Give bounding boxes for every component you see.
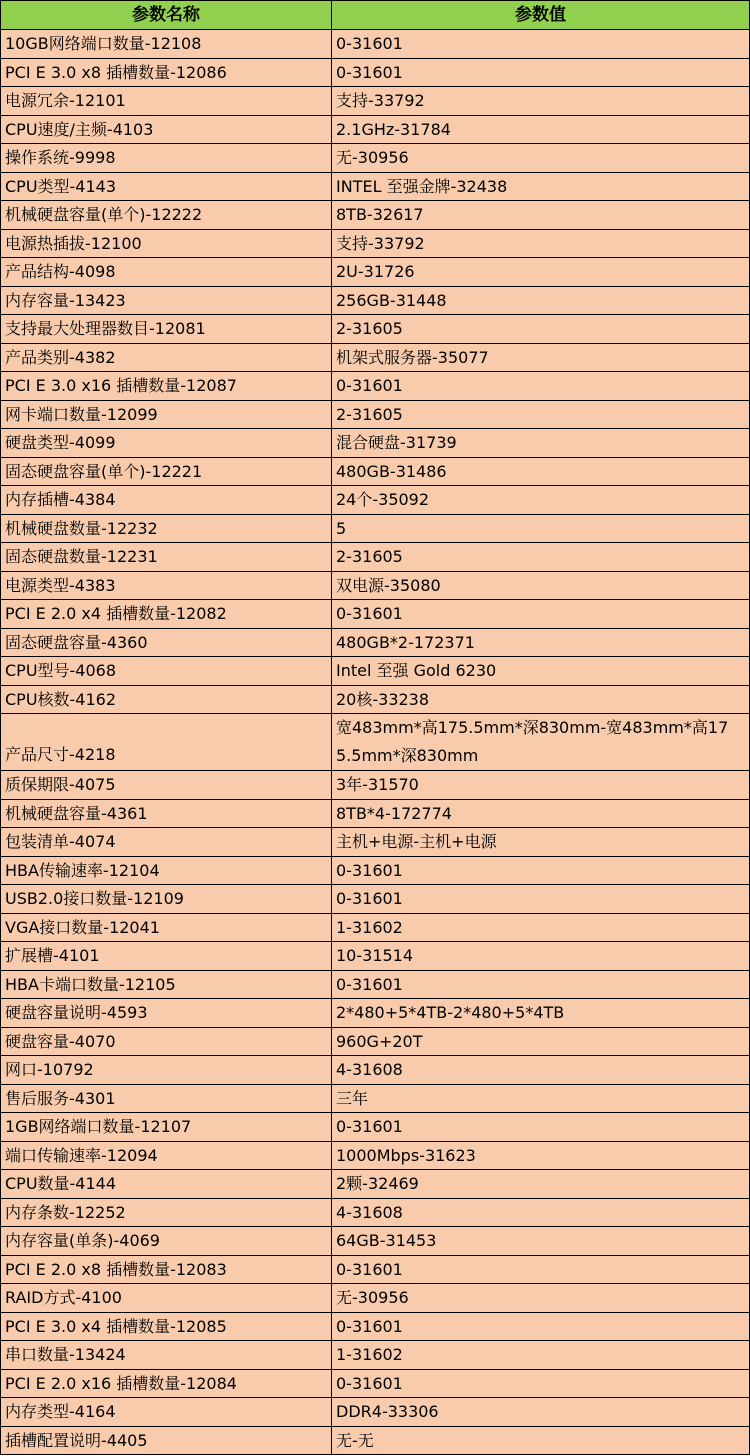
param-value-cell: 机架式服务器-35077 (332, 343, 750, 372)
param-name-cell: RAID方式-4100 (1, 1284, 332, 1313)
header-param-name: 参数名称 (1, 1, 332, 30)
param-value-cell: 960G+20T (332, 1027, 750, 1056)
table-row (1, 799, 750, 828)
param-name-cell: 电源冗余-12101 (1, 87, 332, 116)
table-row (1, 1398, 750, 1427)
table-row (1, 372, 750, 401)
param-value-cell: 无-30956 (332, 1284, 750, 1313)
param-name-cell: 网卡端口数量-12099 (1, 400, 332, 429)
param-value-cell: 0-31601 (332, 856, 750, 885)
param-value-cell: 0-31601 (332, 372, 750, 401)
param-name-cell: 内存条数-12252 (1, 1198, 332, 1227)
table-row (1, 1113, 750, 1142)
param-value-cell: 0-31601 (332, 58, 750, 87)
param-value-cell: Intel 至强 Gold 6230 (332, 657, 750, 686)
param-name-cell: 包装清单-4074 (1, 828, 332, 857)
param-value-cell: 双电源-35080 (332, 571, 750, 600)
table-row (1, 514, 750, 543)
param-value-cell: 支持-33792 (332, 229, 750, 258)
param-name-cell: 1GB网络端口数量-12107 (1, 1113, 332, 1142)
table-row (1, 856, 750, 885)
param-value-cell: 480GB*2-172371 (332, 628, 750, 657)
param-name-cell: CPU类型-4143 (1, 172, 332, 201)
param-name-cell: 硬盘类型-4099 (1, 429, 332, 458)
param-name-cell: 固态硬盘数量-12231 (1, 543, 332, 572)
param-name-cell: 固态硬盘容量(单个)-12221 (1, 457, 332, 486)
param-name-cell: 10GB网络端口数量-12108 (1, 30, 332, 59)
param-name-cell: CPU型号-4068 (1, 657, 332, 686)
param-value-cell: 混合硬盘-31739 (332, 429, 750, 458)
param-name-cell: 售后服务-4301 (1, 1084, 332, 1113)
param-value-cell: 256GB-31448 (332, 286, 750, 315)
table-row (1, 1084, 750, 1113)
table-row (1, 771, 750, 800)
param-name-cell: 内存插槽-4384 (1, 486, 332, 515)
table-row (1, 315, 750, 344)
param-value-cell: 无-无 (332, 1426, 750, 1455)
param-name-cell: 插槽配置说明-4405 (1, 1426, 332, 1455)
table-row (1, 144, 750, 173)
param-name-cell: 内存容量-13423 (1, 286, 332, 315)
param-name-cell: 机械硬盘数量-12232 (1, 514, 332, 543)
param-value-cell: 3年-31570 (332, 771, 750, 800)
param-name-cell: CPU速度/主频-4103 (1, 115, 332, 144)
param-value-cell: 宽483mm*高175.5mm*深830mm-宽483mm*高175.5mm*深830mm (332, 714, 750, 771)
table-row (1, 115, 750, 144)
param-value-cell: 2-31605 (332, 400, 750, 429)
param-value-cell: 0-31601 (332, 1113, 750, 1142)
table-row (1, 1341, 750, 1370)
table-row (1, 913, 750, 942)
table-row (1, 942, 750, 971)
table-row (1, 600, 750, 629)
param-value-cell: 1000Mbps-31623 (332, 1141, 750, 1170)
table-row (1, 1027, 750, 1056)
param-value-cell: 无-30956 (332, 144, 750, 173)
param-value-cell: 2-31605 (332, 315, 750, 344)
param-name-cell: 端口传输速率-12094 (1, 1141, 332, 1170)
param-value-cell: 20核-33238 (332, 685, 750, 714)
table-row (1, 571, 750, 600)
table-row (1, 58, 750, 87)
table-row (1, 1312, 750, 1341)
table-row (1, 1255, 750, 1284)
param-name-cell: 产品尺寸-4218 (1, 714, 332, 771)
param-value-cell: DDR4-33306 (332, 1398, 750, 1427)
param-value-cell: 主机+电源-主机+电源 (332, 828, 750, 857)
table-row (1, 30, 750, 59)
param-value-cell: 4-31608 (332, 1056, 750, 1085)
param-value-cell: 支持-33792 (332, 87, 750, 116)
table-row (1, 543, 750, 572)
param-value-cell: 10-31514 (332, 942, 750, 971)
param-name-cell: PCI E 3.0 x16 插槽数量-12087 (1, 372, 332, 401)
param-value-cell: 1-31602 (332, 1341, 750, 1370)
param-name-cell: VGA接口数量-12041 (1, 913, 332, 942)
param-value-cell: 64GB-31453 (332, 1227, 750, 1256)
param-name-cell: 机械硬盘容量(单个)-12222 (1, 201, 332, 230)
param-name-cell: 质保期限-4075 (1, 771, 332, 800)
table-row (1, 1369, 750, 1398)
table-row (1, 1198, 750, 1227)
table-row (1, 714, 750, 771)
param-value-cell: 4-31608 (332, 1198, 750, 1227)
table-row (1, 1141, 750, 1170)
param-value-cell: 2.1GHz-31784 (332, 115, 750, 144)
table-row (1, 286, 750, 315)
param-value-cell: 5 (332, 514, 750, 543)
param-name-cell: USB2.0接口数量-12109 (1, 885, 332, 914)
param-name-cell: PCI E 3.0 x4 插槽数量-12085 (1, 1312, 332, 1341)
param-value-cell: 0-31601 (332, 30, 750, 59)
table-row (1, 429, 750, 458)
table-row (1, 343, 750, 372)
param-value-cell: 0-31601 (332, 1255, 750, 1284)
table-row (1, 1284, 750, 1313)
param-name-cell: 产品结构-4098 (1, 258, 332, 287)
table-row (1, 172, 750, 201)
table-row (1, 1426, 750, 1455)
table-row (1, 628, 750, 657)
table-row (1, 685, 750, 714)
param-name-cell: HBA卡端口数量-12105 (1, 970, 332, 999)
param-value-cell: 2-31605 (332, 543, 750, 572)
table-row (1, 258, 750, 287)
param-value-cell: 24个-35092 (332, 486, 750, 515)
param-name-cell: CPU数量-4144 (1, 1170, 332, 1199)
param-value-cell: 三年 (332, 1084, 750, 1113)
param-value-cell: 480GB-31486 (332, 457, 750, 486)
param-value-cell: 1-31602 (332, 913, 750, 942)
header-row (1, 1, 750, 30)
param-name-cell: 硬盘容量说明-4593 (1, 999, 332, 1028)
param-name-cell: PCI E 2.0 x8 插槽数量-12083 (1, 1255, 332, 1284)
param-name-cell: 电源类型-4383 (1, 571, 332, 600)
param-name-cell: 硬盘容量-4070 (1, 1027, 332, 1056)
param-value-cell: 2*480+5*4TB-2*480+5*4TB (332, 999, 750, 1028)
param-name-cell: 机械硬盘容量-4361 (1, 799, 332, 828)
param-name-cell: CPU核数-4162 (1, 685, 332, 714)
table-row (1, 201, 750, 230)
table-row (1, 657, 750, 686)
param-name-cell: 网口-10792 (1, 1056, 332, 1085)
table-row (1, 1170, 750, 1199)
param-value-cell: 2颗-32469 (332, 1170, 750, 1199)
param-value-cell: 0-31601 (332, 1312, 750, 1341)
param-name-cell: 扩展槽-4101 (1, 942, 332, 971)
table-row (1, 486, 750, 515)
table-row (1, 828, 750, 857)
param-value-cell: 0-31601 (332, 970, 750, 999)
param-name-cell: 电源热插拔-12100 (1, 229, 332, 258)
table-row (1, 87, 750, 116)
table-row (1, 970, 750, 999)
table-row (1, 457, 750, 486)
param-name-cell: 串口数量-13424 (1, 1341, 332, 1370)
table-row (1, 400, 750, 429)
param-name-cell: HBA传输速率-12104 (1, 856, 332, 885)
param-name-cell: PCI E 2.0 x4 插槽数量-12082 (1, 600, 332, 629)
table-row (1, 999, 750, 1028)
param-name-cell: 产品类别-4382 (1, 343, 332, 372)
spec-rows (1, 30, 750, 1455)
table-row (1, 229, 750, 258)
param-value-cell: 8TB*4-172774 (332, 799, 750, 828)
table-row (1, 1227, 750, 1256)
param-name-cell: 内存类型-4164 (1, 1398, 332, 1427)
header-param-value: 参数值 (332, 1, 750, 30)
param-name-cell: 固态硬盘容量-4360 (1, 628, 332, 657)
table-row (1, 1056, 750, 1085)
param-value-cell: 2U-31726 (332, 258, 750, 287)
param-value-cell: 0-31601 (332, 600, 750, 629)
param-value-cell: 0-31601 (332, 885, 750, 914)
table-row (1, 885, 750, 914)
param-name-cell: PCI E 2.0 x16 插槽数量-12084 (1, 1369, 332, 1398)
param-value-cell: 8TB-32617 (332, 201, 750, 230)
param-value-cell: INTEL 至强金牌-32438 (332, 172, 750, 201)
param-name-cell: 支持最大处理器数目-12081 (1, 315, 332, 344)
param-name-cell: PCI E 3.0 x8 插槽数量-12086 (1, 58, 332, 87)
param-name-cell: 内存容量(单条)-4069 (1, 1227, 332, 1256)
param-value-cell: 0-31601 (332, 1369, 750, 1398)
param-name-cell: 操作系统-9998 (1, 144, 332, 173)
